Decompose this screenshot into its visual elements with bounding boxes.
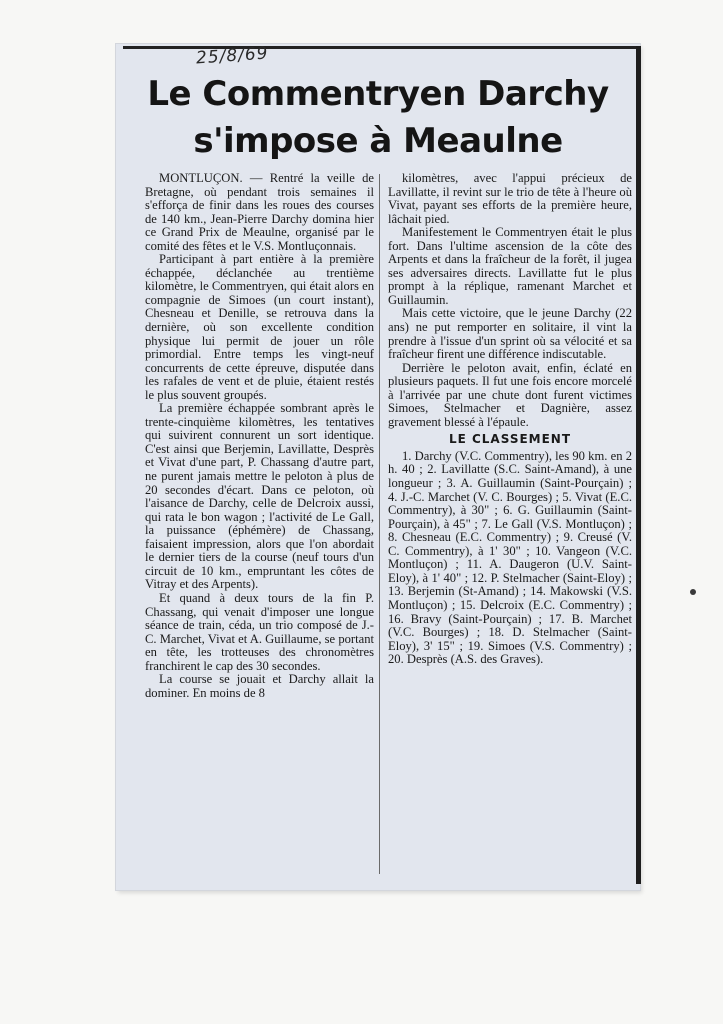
paragraph: Et quand à deux tours de la fin P. Chassang, qui venait d'imposer une longue séance de train, céda, un trio composé de J.-C. Marchet, Vivat et A. Guillaume, se portant en tête, les trotteuses des chronomètres franchirent le cap des 30 secondes.: [145, 590, 374, 673]
classement-results: 1. Darchy (V.C. Commentry), les 90 km. en 2 h. 40 ; 2. Lavillatte (S.C. Saint-Amand), à une longueur ; 3. A. Guillaumin (Saint-Pourçain) ; 4. J.-C. Marchet (V. C. Bourges) ; 5. Vivat (E.C. Commentry), à 30" ; 6. G. Guillaumin (Saint-Pourçain), à 45" ; 7. Le Gall (V.S. Montluçon) ; 8. Chesneau (E.C. Commentry) ; 9. Creusé (V. C. Commentry), à 1' 30" ; 10. Vangeon (V.C. Montluçon) ; 11. A. Daugeron (U.V. Saint-Eloy), à 1' 40" ; 12. P. Stelmacher (Saint-Eloy) ; 13. Berjemin (St-Amand) ; 14. Makowski (V.S. Montluçon) ; 15. Delcroix (E.C. Commentry) ; 16. Bravy (Saint-Pourçain) ; 17. B. Marchet (V.C. Bourges) ; 18. D. Stelmacher (Saint-Eloy), 3' 15" ; 19. Simoes (V.S. Commentry) ; 20. Desprès (A.S. des Graves).: [388, 448, 632, 667]
paragraph: kilomètres, avec l'appui précieux de Lavillatte, il revint sur le trio de tête à l'heure où Vivat, payant ses efforts de la première heure, lâchait pied.: [388, 171, 632, 226]
paragraph: La première échappée sombrant après le trente-cinquième kilomètres, les tentatives qui suivirent connurent un sort identique. C'est ainsi que Berjemin, Lavillatte, Desprès et Vivat d'une part, P. Chassang d'autre part, ne purent jamais mettre le peloton à plus de 20 secondes d'écart. Dans ce peloton, où l'aisance de Darchy, celle de Delcroix aussi, qui rata le bon wagon ; l'activité de Le Gall, la puissance (éphémère) de Chassang, faisaient impression, alors que l'on abordait le dernier tiers de la course (neuf tours d'un circuit de 10 km., empruntant les côtes de Vitray et des Arpents).: [145, 401, 374, 592]
headline-line-2: s'impose à Meaulne: [193, 121, 563, 161]
article-column-right: [388, 172, 632, 667]
column-divider: [379, 174, 380, 874]
clipping-shadow-edge: [636, 46, 641, 884]
margin-mark: [690, 589, 696, 595]
article-column-left: [145, 172, 374, 700]
handwritten-date: 25/8/69: [195, 43, 270, 69]
paragraph: Mais cette victoire, que le jeune Darchy (22 ans) ne put remporter en solitaire, il vint la prendre à l'issue d'un sprint où sa vélocité et sa fraîcheur firent une différence indiscutable.: [388, 306, 632, 362]
paragraph: Participant à part entière à la première échappée, déclanchée au trentième kilomètre, le Commentryen, qui était alors en compagnie de Simoes (un court instant), Chesneau et Denille, se retrouva dans la dernière, où son excellente condition physique lui permit de jouer un rôle primordial. Entre temps les vingt-neuf concurrents de cette épreuve, disputée dans les rafales de vent et de pluie, étaient restés le plus souvent groupés.: [145, 252, 374, 402]
paragraph: La course se jouait et Darchy allait la dominer. En moins de 8: [145, 672, 374, 700]
headline-line-1: Le Commentryen Darchy: [147, 74, 609, 114]
paragraph: MONTLUÇON. — Rentré la veille de Bretagne, où pendant trois semaines il s'efforça de finir dans les roues des courses de 140 km., Jean-Pierre Darchy domina hier ce Grand Prix de Meaulne, organisé par le comité des fêtes et le V.S. Montluçonnais.: [145, 171, 374, 253]
paragraph: Manifestement le Commentryen était le plus fort. Dans l'ultime ascension de la côte des Arpents et dans la fraîcheur de la forêt, il jugea ses adversaires directs. Lavillatte fut le plus prompt à la réplique, ramenant Marchet et Guillaumin.: [388, 225, 632, 307]
classement-title: LE CLASSEMENT: [448, 432, 572, 447]
paragraph: Derrière le peloton avait, enfin, éclaté en plusieurs paquets. Il fut une fois encore morcelé à l'arrivée par une chute dont furent victimes Simoes, Stelmacher et Dagnière, assez gravement blessé à l'épaule.: [388, 360, 632, 429]
